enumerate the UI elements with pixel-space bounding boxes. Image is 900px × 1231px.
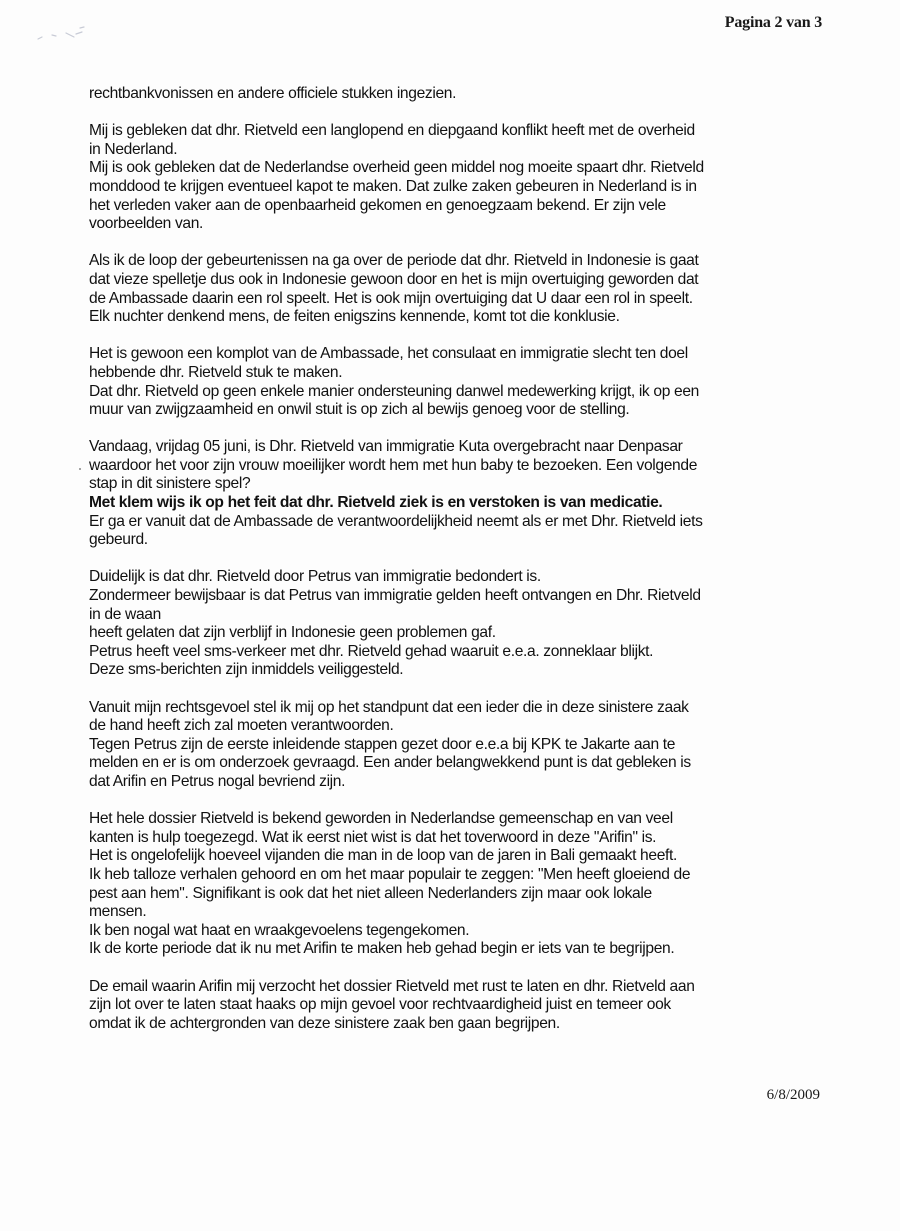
- margin-scribble-mark: [36, 25, 106, 43]
- emphasized-text-line: Met klem wijs ik op het feit dat dhr. Rietveld ziek is en verstoken is van medicatie.: [89, 494, 663, 512]
- text-line: Mij is ook gebleken dat de Nederlandse overheid geen middel nog moeite spaart dhr. Rietveld: [89, 159, 704, 177]
- text-line: Ik heb talloze verhalen gehoord en om het maar populair te zeggen: "Men heeft gloeiend de: [89, 865, 691, 883]
- text-line: Het is ongelofelijk hoeveel vijanden die man in de loop van de jaren in Bali gemaakt heeft.: [89, 847, 677, 865]
- text-line: Er ga er vanuit dat de Ambassade de verantwoordelijkheid neemt als er met Dhr. Rietveld iets: [89, 512, 703, 530]
- text-line: mensen.: [89, 903, 147, 921]
- text-line: het verleden vaker aan de openbaarheid gekomen en genoegzaam bekend. Er zijn vele: [89, 196, 666, 214]
- text-line: dat vieze spelletje dus ook in Indonesie gewoon door en het is mijn overtuiging geworden dat: [89, 270, 699, 288]
- paragraph: [89, 810, 829, 959]
- text-line: de hand heeft zich zal moeten verantwoorden.: [89, 717, 394, 735]
- text-line: voorbeelden van.: [89, 215, 204, 233]
- text-line: Vanuit mijn rechtsgevoel stel ik mij op het standpunt dat een ieder die in deze sinistere zaak: [89, 698, 689, 716]
- text-line: Deze sms-berichten zijn inmiddels veiliggesteld.: [89, 661, 404, 679]
- text-line: Het hele dossier Rietveld is bekend geworden in Nederlandse gemeenschap en van veel: [89, 810, 673, 828]
- text-line: Elk nuchter denkend mens, de feiten enigszins kennende, komt tot die konklusie.: [89, 308, 620, 326]
- text-line: Petrus heeft veel sms-verkeer met dhr. Rietveld gehad waaruit e.e.a. zonneklaar blijkt.: [89, 642, 654, 660]
- text-line: De email waarin Arifin mij verzocht het dossier Rietveld met rust te laten en dhr. Rietveld aan: [89, 977, 695, 995]
- page-number-indicator: Pagina 2 van 3: [724, 14, 822, 31]
- text-line: muur van zwijgzaamheid en onwil stuit is op zich al bewijs genoeg voor de stelling.: [89, 401, 630, 419]
- text-line: rechtbankvonissen en andere officiele stukken ingezien.: [89, 85, 457, 102]
- text-line: monddood te krijgen eventueel kapot te maken. Dat zulke zaken gebeuren in Nederland is in: [89, 177, 697, 195]
- paragraph: [89, 568, 829, 680]
- text-line: gebeurd.: [89, 531, 148, 549]
- text-line: melden en er is om onderzoek gevraagd. Een ander belangwekkend punt is dat gebleken is: [89, 754, 691, 772]
- text-line: in de waan: [89, 605, 161, 623]
- paragraph: [89, 699, 829, 792]
- text-line: de Ambassade daarin een rol speelt. Het is ook mijn overtuiging dat U daar een rol in speelt.: [89, 289, 693, 307]
- text-line: waardoor het voor zijn vrouw moeilijker wordt hem met hun baby te bezoeken. Een volgende: [89, 456, 698, 474]
- text-line: Duidelijk is dat dhr. Rietveld door Petrus van immigratie bedondert is.: [89, 568, 541, 586]
- text-line: in Nederland.: [89, 140, 178, 158]
- text-line: kanten is hulp toegezegd. Wat ik eerst niet wist is dat het toverwoord in deze "Arifin" is.: [89, 828, 657, 846]
- text-line: Zondermeer bewijsbaar is dat Petrus van immigratie gelden heeft ontvangen en Dhr. Rietveld: [89, 587, 701, 605]
- text-line: Als ik de loop der gebeurtenissen na ga over de periode dat dhr. Rietveld in Indonesie is gaat: [89, 252, 699, 270]
- text-line: Ik de korte periode dat ik nu met Arifin te maken heb gehad begin er iets van te begrijpen.: [89, 940, 675, 958]
- paragraph: [89, 122, 829, 234]
- text-line: Mij is gebleken dat dhr. Rietveld een langlopend en diepgaand konflikt heeft met de overheid: [89, 122, 695, 140]
- text-line: heeft gelaten dat zijn verblijf in Indonesie geen problemen gaf.: [89, 624, 496, 642]
- text-line: pest aan hem". Signifikant is ook dat het niet alleen Nederlanders zijn maar ook lokale: [89, 884, 652, 902]
- scan-artifact-dot: [79, 468, 81, 470]
- text-line: stap in dit sinistere spel?: [89, 475, 251, 493]
- text-line: hebbende dhr. Rietveld stuk te maken.: [89, 363, 343, 381]
- text-line: dat Arifin en Petrus nogal bevriend zijn.: [89, 772, 346, 790]
- letter-date: 6/8/2009: [766, 1087, 820, 1103]
- paragraph: [89, 978, 829, 1034]
- paragraph: [89, 252, 829, 326]
- letter-body: [89, 85, 829, 1052]
- text-line: Ik ben nogal wat haat en wraakgevoelens tegengekomen.: [89, 921, 470, 939]
- paragraph: [89, 438, 829, 550]
- text-line: Dat dhr. Rietveld op geen enkele manier ondersteuning danwel medewerking krijgt, ik op een: [89, 382, 699, 400]
- text-line: Het is gewoon een komplot van de Ambassade, het consulaat en immigratie slecht ten doel: [89, 345, 688, 363]
- paragraph: [89, 345, 829, 419]
- text-line: omdat ik de achtergronden van deze sinistere zaak ben gaan begrijpen.: [89, 1014, 560, 1032]
- text-line: zijn lot over te laten staat haaks op mijn gevoel voor rechtvaardigheid juist en temeer ook: [89, 996, 671, 1014]
- text-line: Tegen Petrus zijn de eerste inleidende stappen gezet door e.e.a bij KPK te Jakarte aan te: [89, 735, 676, 753]
- text-line: Vandaag, vrijdag 05 juni, is Dhr. Rietveld van immigratie Kuta overgebracht naar Denpasar: [89, 438, 683, 456]
- paragraph: [89, 85, 829, 104]
